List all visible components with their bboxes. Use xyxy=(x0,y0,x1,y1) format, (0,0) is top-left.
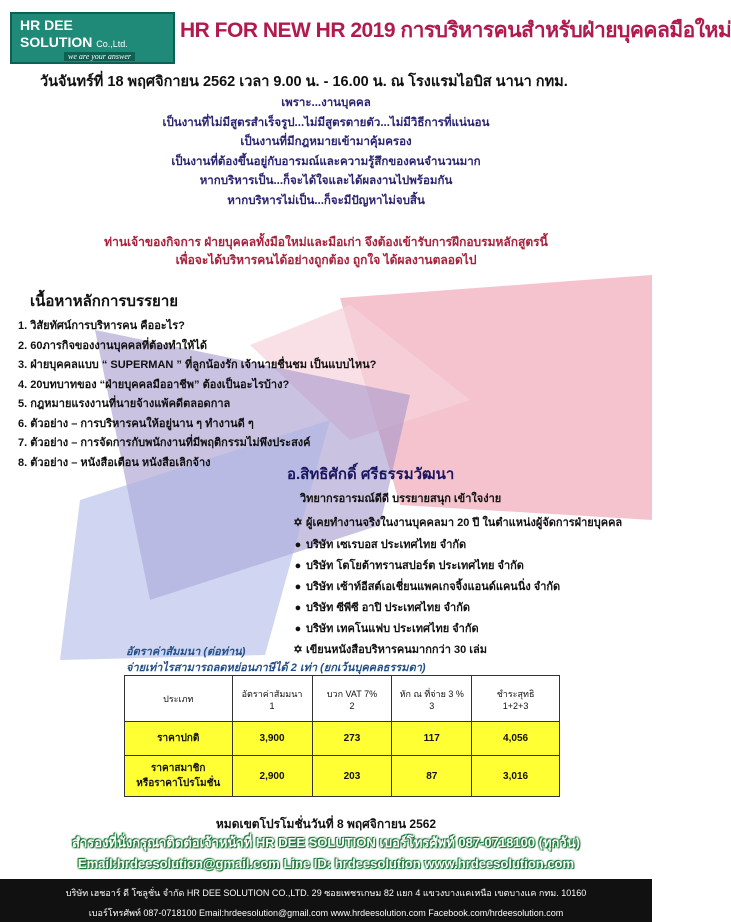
table-header-cell xyxy=(392,676,472,722)
table-row xyxy=(125,722,560,756)
speaker-description: วิทยากรอารมณ์ดีดี บรรยายสนุก เข้าใจง่าย xyxy=(300,493,502,505)
call-line: ท่านเจ้าของกิจการ ฝ่ายบุคคลทั้งมือใหม่และมือเก่า จึงต้องเข้ารับการฝึกอบรมหลักสูตรนี้ xyxy=(104,235,548,249)
intro-line: เป็นงานที่มีกฎหมายเข้ามาคุ้มครอง xyxy=(240,136,412,148)
header-label: ประเภท xyxy=(163,693,194,704)
bullet-icon: ● xyxy=(294,623,302,635)
page-title: HR FOR NEW HR 2019 การบริหารคนสำหรับฝ่ายบุคคลมือใหม่ xyxy=(180,19,731,42)
credential-item xyxy=(290,598,470,616)
content-heading: เนื้อหาหลักการบรรยาย xyxy=(30,293,179,310)
topic-item: 8. ตัวอย่าง – หนังสือเตือน หนังสือเลิกจ้าง xyxy=(18,457,211,469)
credential-text: บริษัท เทคโนแฟบ ประเทศไทย จำกัด xyxy=(306,623,479,635)
table-cell: ราคาสมาชิก หรือราคาโปรโมชั่น xyxy=(125,756,233,797)
topic-item: 2. 60ภารกิจของงานบุคคลที่ต้องทำให้ได้ xyxy=(18,340,208,352)
contact-reservation: สำรองที่นั่งกรุณาติดต่อเจ้าหน้าที่ HR DEE SOLUTION เบอร์โทรศัพท์ 087-0718100 (ทุกวัน) xyxy=(72,835,580,850)
table-header-row xyxy=(125,676,560,722)
table-cell: 87 xyxy=(392,756,472,797)
intro-line: หากบริหารไม่เป็น...ก็จะมีปัญหาไม่จบสิ้น xyxy=(227,195,425,207)
logo-suffix: Co.,Ltd. xyxy=(96,39,128,49)
table-cell: 4,056 xyxy=(472,722,560,756)
logo-line1: HR DEE xyxy=(20,17,73,33)
credential-item xyxy=(290,577,560,595)
star-icon: ✡ xyxy=(293,517,303,529)
call-line: เพื่อจะได้บริหารคนได้อย่างถูกต้อง ถูกใจ ได้ผลงานตลอดไป xyxy=(175,253,477,267)
fee-subtitle: จ่ายเท่าไรสามารถลดหย่อนภาษีได้ 2 เท่า (ยกเว้นบุคคลธรรมดา) xyxy=(126,662,426,674)
credential-text: บริษัท เซ้าท์อีสต์เอเชี่ยนแพคเกจจิ้งแอนด์แคนนิ่ง จำกัด xyxy=(306,581,561,593)
table-cell: 203 xyxy=(312,756,392,797)
header-label: อัตราค่าสัมมนา xyxy=(241,688,303,699)
header-sub: 3 xyxy=(429,700,435,711)
header-sub: 1+2+3 xyxy=(502,700,529,711)
header-label: หัก ณ ที่จ่าย 3 % xyxy=(399,688,464,699)
footer xyxy=(0,879,652,922)
logo-tagline: we are your answer xyxy=(64,52,135,61)
bullet-icon: ● xyxy=(294,560,302,572)
credential-text: บริษัท ซีพีซี อาปิ ประเทศไทย จำกัด xyxy=(306,602,471,614)
credential-item xyxy=(290,556,524,574)
header-label: บวก VAT 7% xyxy=(326,688,378,699)
credential-text: ผู้เคยทำงานจริงในงานบุคคลมา 20 ปี ในตำแหน่งผู้จัดการฝ่ายบุคคล xyxy=(306,517,623,529)
table-cell: ราคาปกติ xyxy=(125,722,233,756)
table-cell: 273 xyxy=(312,722,392,756)
credential-item xyxy=(290,640,487,658)
intro-line: เพราะ...งานบุคคล xyxy=(281,97,371,109)
credential-item xyxy=(290,513,622,531)
contact-email-line: Email:hrdeesolution@gmail.com Line ID: hrdeesolution www.hrdeesolution.com xyxy=(77,856,575,871)
credential-item xyxy=(290,535,466,553)
header-sub: 1 xyxy=(269,700,275,711)
table-cell: 2,900 xyxy=(232,756,312,797)
bullet-icon: ● xyxy=(294,539,302,551)
table-row xyxy=(125,756,560,797)
speaker-name: อ.สิทธิศักดิ์ ศรีธรรมวัฒนา xyxy=(287,466,455,483)
promo-deadline: หมดเขตโปรโมชั่นวันที่ 8 พฤศจิกายน 2562 xyxy=(215,817,437,831)
topic-item: 3. ฝ่ายบุคคลแบบ “ SUPERMAN ” ที่ลูกน้องรัก เจ้านายชื่นชม เป็นแบบไหน? xyxy=(18,359,377,371)
topic-item: 4. 20บทบาทของ “ฝ่ายบุคคลมืออาชีพ” ต้องเป็นอะไรบ้าง? xyxy=(18,379,290,391)
star-icon: ✡ xyxy=(293,644,303,656)
intro-line: หากบริหารเป็น...ก็จะได้ใจและได้ผลงานไปพร้อมกัน xyxy=(199,175,453,187)
bullet-icon: ● xyxy=(294,581,302,593)
credential-text: บริษัท เซเรบอส ประเทศไทย จำกัด xyxy=(306,539,467,551)
company-logo xyxy=(10,12,175,64)
credential-text: บริษัท โตโยต้าทรานสปอร์ต ประเทศไทย จำกัด xyxy=(306,560,524,572)
credential-text: เขียนหนังสือบริหารคนมากกว่า 30 เล่ม xyxy=(306,644,488,656)
table-cell: 3,016 xyxy=(472,756,560,797)
fee-title: อัตราค่าสัมมนา (ต่อท่าน) xyxy=(126,646,246,658)
footer-address: บริษัท เฮชอาร์ ดี โซลูชั่น จำกัด HR DEE SOLUTION CO.,LTD. 29 ซอยเพชรเกษม 82 แยก 4 แขวงบางแคเหนือ เขตบางแค กทม. 10160 xyxy=(65,888,587,898)
topic-item: 5. กฎหมายแรงงานที่นายจ้างแพ้คดีตลอดกาล xyxy=(18,398,231,410)
table-header-cell xyxy=(312,676,392,722)
intro-line: เป็นงานที่ไม่มีสูตรสำเร็จรูป...ไม่มีสูตรตายตัว...ไม่มีวิธีการที่แน่นอน xyxy=(162,117,490,129)
event-date: วันจันทร์ที่ 18 พฤศจิกายน 2562 เวลา 9.00 น. - 16.00 น. ณ โรงแรมไอบิส นานา กทม. xyxy=(40,74,568,90)
table-cell: 117 xyxy=(392,722,472,756)
topic-item: 1. วิสัยทัศน์การบริหารคน คืออะไร? xyxy=(18,320,185,332)
table-header-cell xyxy=(232,676,312,722)
footer-contacts: เบอร์โทรศัพท์ 087-0718100 Email:hrdeesolution@gmail.com www.hrdeesolution.com Facebook.com/hrdeesolution.com xyxy=(88,908,564,918)
topic-item: 6. ตัวอย่าง – การบริหารคนให้อยู่นาน ๆ ทำงานดี ๆ xyxy=(18,418,254,430)
credential-item xyxy=(290,619,479,637)
logo-line2 xyxy=(20,34,128,50)
table-header-cell xyxy=(472,676,560,722)
header-label: ชำระสุทธิ xyxy=(496,688,535,699)
logo-name: SOLUTION xyxy=(20,34,93,50)
header-sub: 2 xyxy=(349,700,355,711)
intro-line: เป็นงานที่ต้องขึ้นอยู่กับอารมณ์และความรู้สึกของคนจำนวนมาก xyxy=(171,156,481,168)
fee-table xyxy=(124,675,560,797)
bullet-icon: ● xyxy=(294,602,302,614)
table-cell: 3,900 xyxy=(232,722,312,756)
topic-item: 7. ตัวอย่าง – การจัดการกับพนักงานที่มีพฤติกรรมไม่พึงประสงค์ xyxy=(18,437,311,449)
table-header-cell xyxy=(125,676,233,722)
